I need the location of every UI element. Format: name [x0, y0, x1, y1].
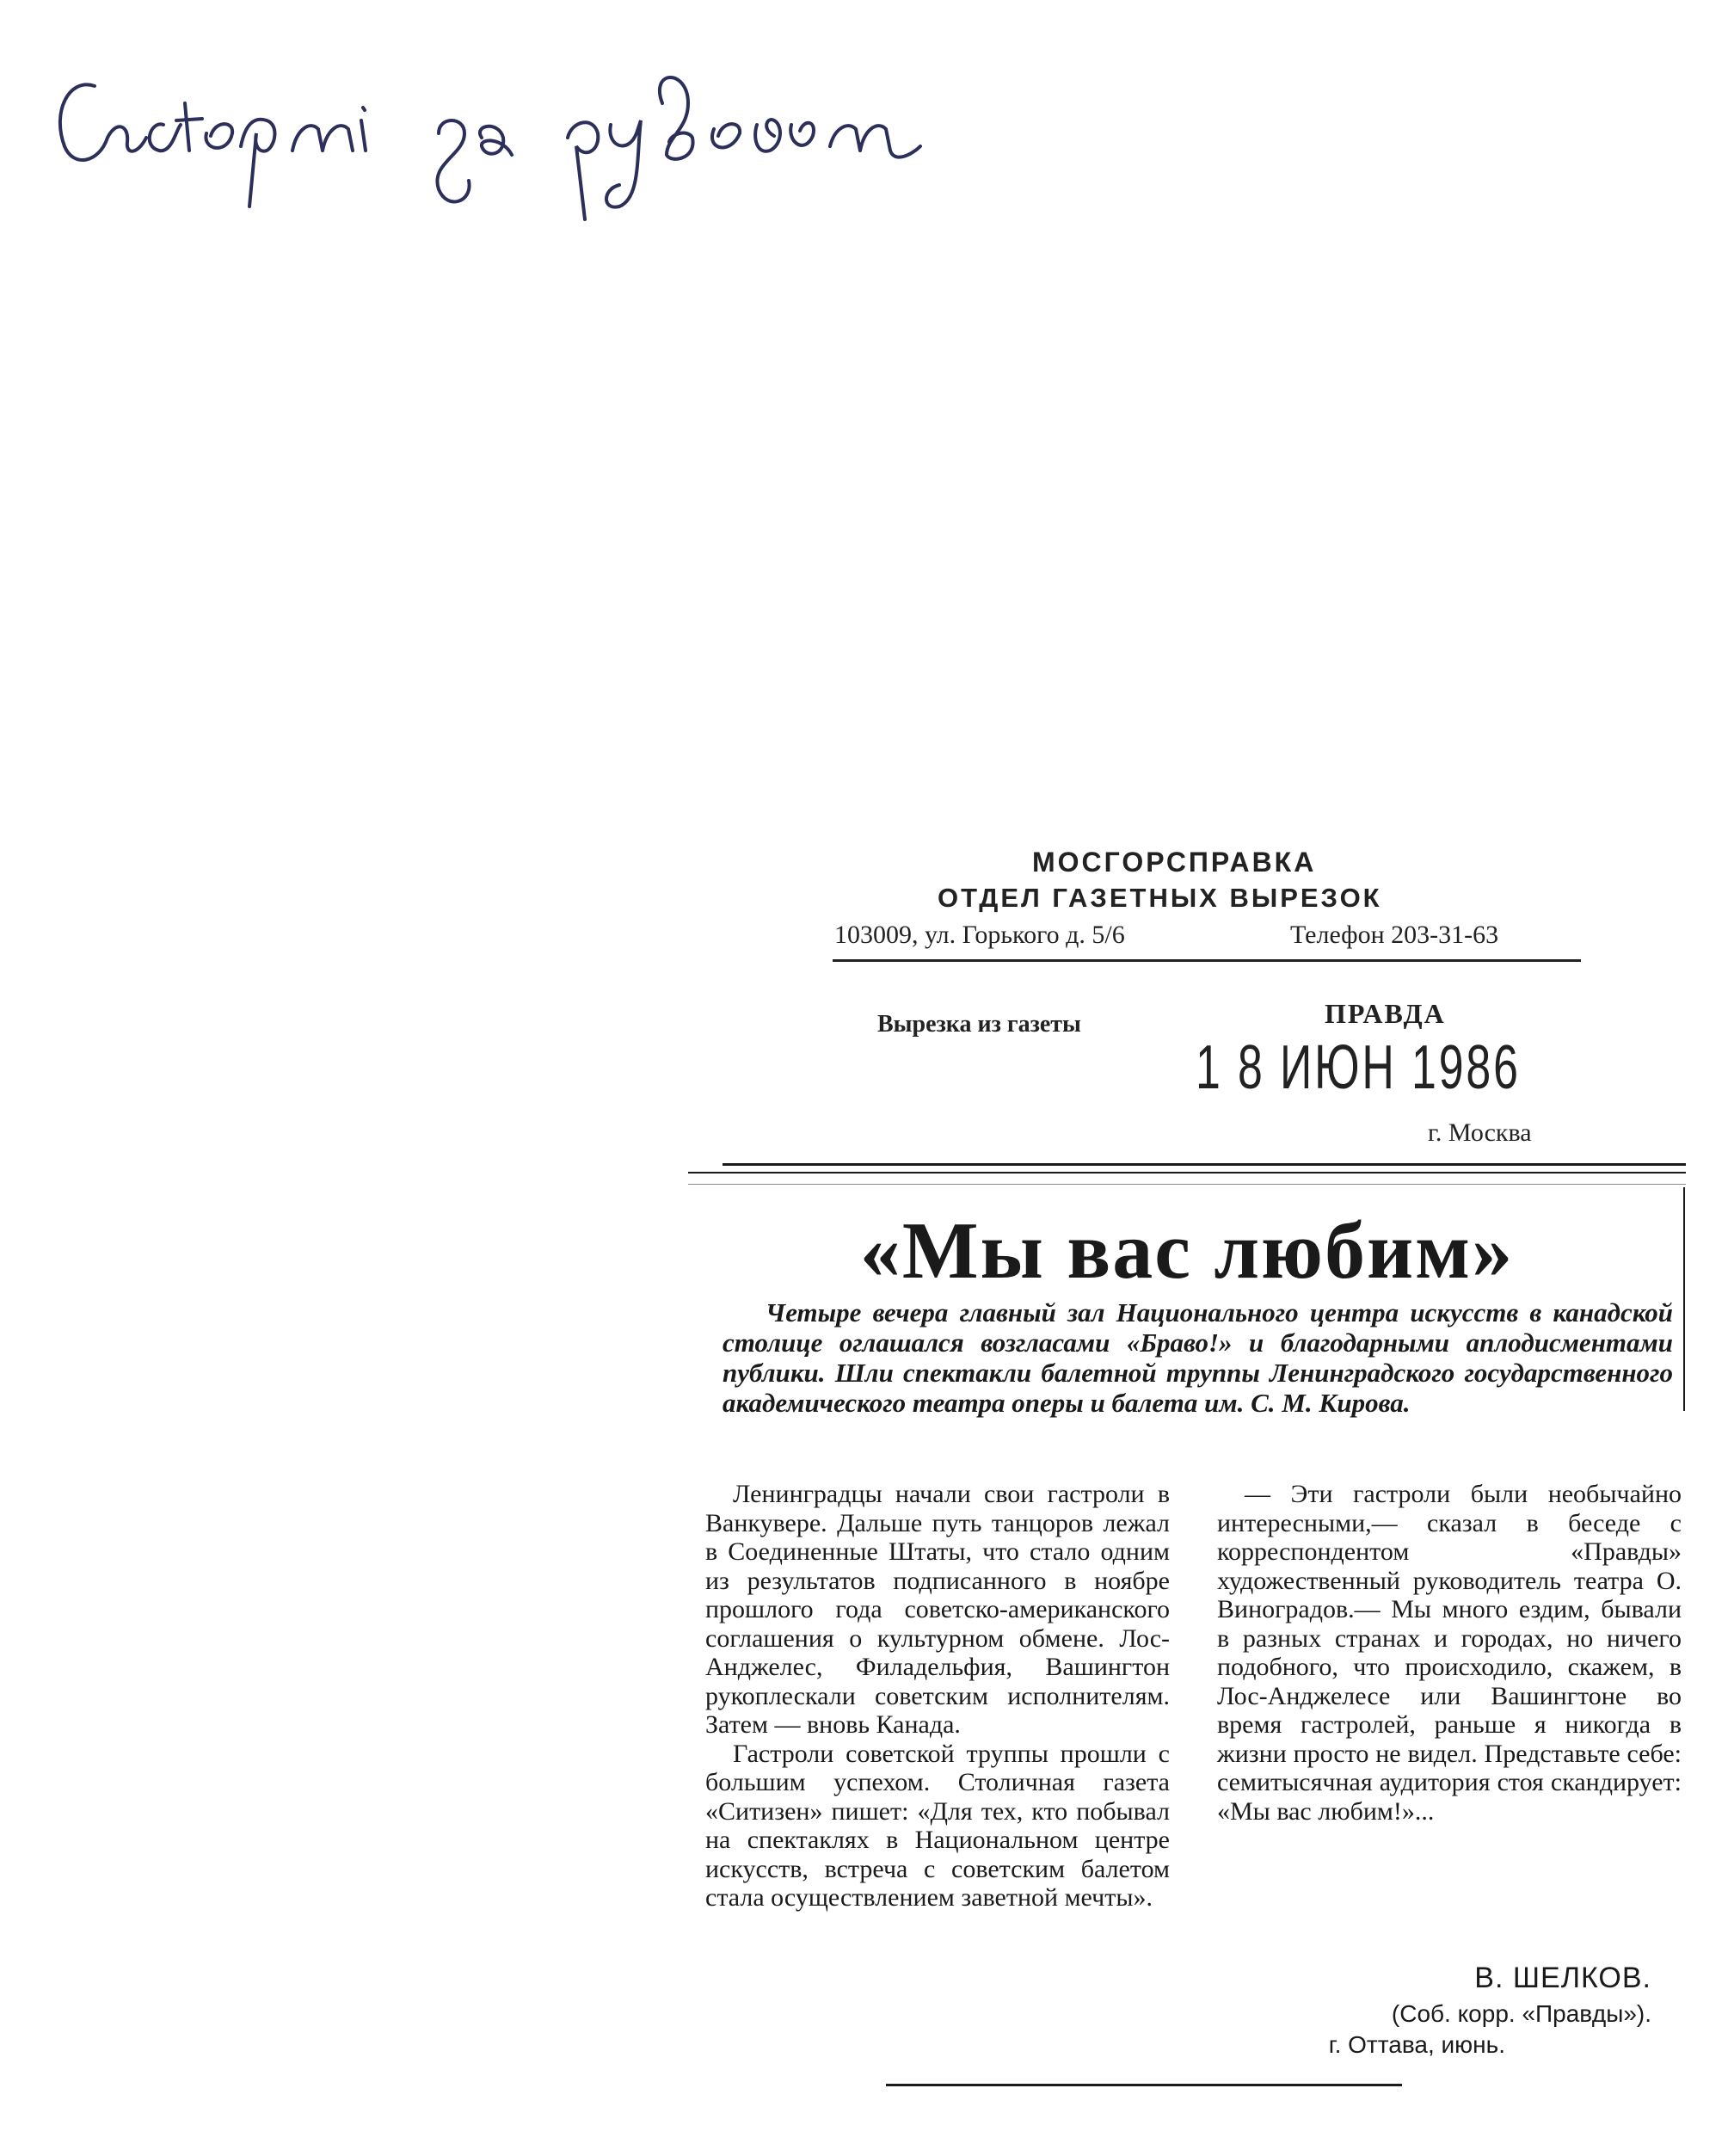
article-top-rule-double: [688, 1172, 1686, 1173]
article-column-left: [705, 1480, 1170, 1913]
stamp-date: 1 8 ИЮН 1986: [1196, 1033, 1521, 1102]
stamp-newspaper-name: ПРАВДА: [1325, 998, 1446, 1029]
article-paragraph: Гастроли советской труппы прошли с большим успехом. Столичная газета «Ситизен» пишет: «Для тех, кто побывал на спектаклях в Национальном центре искусств, встреча с советским балетом стала осуществлением заветной мечты».: [705, 1739, 1170, 1912]
byline-place: г. Оттава, июнь.: [1328, 2031, 1505, 2058]
handwritten-note: [34, 34, 963, 232]
article-paragraph: — Эти гастроли были необычайно интересными,— сказал в беседе с корреспондентом «Правды» художественный руководитель театра О. Виноградов.— Мы много ездим, бывали в разных странах и городах, но ничего подобного, что происходило, скажем, в Лос-Анджелесе или Вашингтоне во время гастролей, раньше я никогда в жизни просто не видел. Представьте себе: семитысячная аудитория стоя скандирует: «Мы вас любим!»...: [1217, 1480, 1682, 1826]
article-bottom-rule: [886, 2084, 1402, 2086]
byline-author: В. ШЕЛКОВ.: [1474, 1962, 1651, 1994]
byline-role: (Соб. корр. «Правды»).: [1391, 2000, 1651, 2027]
clipping-service-stamp: [800, 835, 1574, 1153]
article-column-right: [1217, 1480, 1682, 1826]
stamp-city: г. Москва: [1428, 1118, 1532, 1147]
stamp-organization: МОСГОРСПРАВКА: [1032, 847, 1317, 878]
stamp-department: ОТДЕЛ ГАЗЕТНЫХ ВЫРЕЗОК: [938, 883, 1382, 913]
article-headline: «Мы вас любим»: [859, 1206, 1515, 1296]
stamp-divider: [833, 959, 1581, 962]
article-paragraph: Ленинградцы начали свои гастроли в Ванкувере. Дальше путь танцоров лежал в Соединенные Штаты, что стало одним из результатов подписанного в ноябре прошлого года советско-американского соглашения о культурном обмене. Лос-Анджелес, Филадельфия, Вашингтон рукоплескали советским исполнителям. Затем — вновь Канада.: [705, 1480, 1170, 1739]
newspaper-article: [688, 1153, 1686, 2082]
article-top-rule-thin: [688, 1184, 1686, 1185]
stamp-clipping-label: Вырезка из газеты: [877, 1011, 1081, 1038]
article-top-rule: [723, 1163, 1686, 1166]
stamp-address: 103009, ул. Горького д. 5/6: [834, 921, 1125, 949]
handwritten-note-drawing: [34, 34, 963, 232]
article-lead: Четыре вечера главный зал Национального центра искусств в канадской столице оглашался возгласами «Браво!» и благодарными аплодисментами публики. Шли спектакли балетной труппы Ленинградского государственного академического театра оперы и балета им. С. М. Кирова.: [723, 1297, 1673, 1418]
article-byline: [1204, 1962, 1651, 2059]
stamp-phone: Телефон 203-31-63: [1290, 921, 1499, 949]
